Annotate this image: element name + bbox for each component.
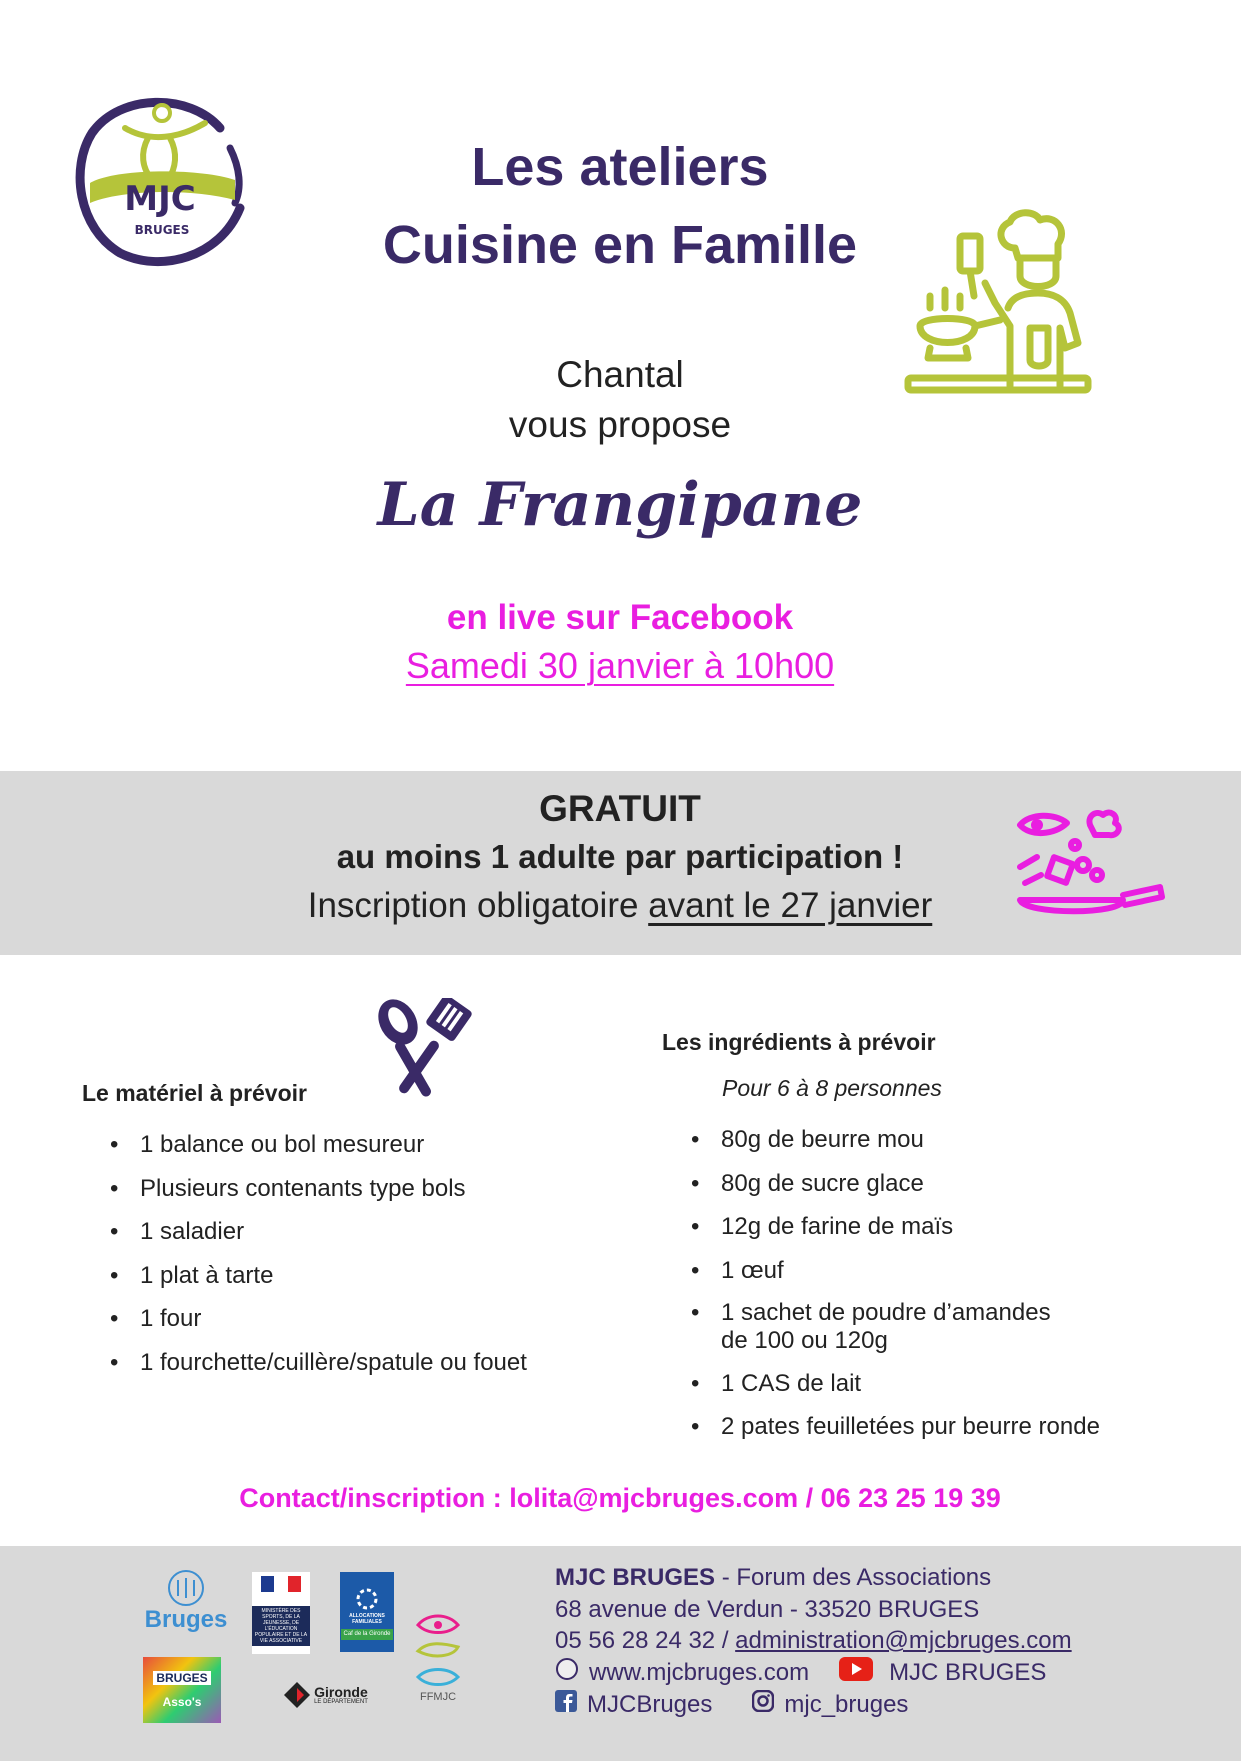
facebook-link[interactable]: MJCBruges bbox=[587, 1691, 713, 1718]
youtube-link[interactable]: MJC BRUGES bbox=[889, 1659, 1047, 1686]
list-item: • 2 pates feuilletées pur beurre ronde bbox=[663, 1412, 1223, 1442]
mjc-logo-subtext: BRUGES bbox=[134, 223, 190, 237]
caf-bottom-text: Caf de la Gironde bbox=[341, 1629, 392, 1640]
org-email-link[interactable]: administration@mjcbruges.com bbox=[735, 1627, 1072, 1654]
caf-emblem-icon bbox=[353, 1585, 381, 1613]
ministere-text: MINISTÈRE DES SPORTS, DE LA JEUNESSE, DE L'ÉDUCATION POPULAIRE ET DE LA VIE ASSOCIATIVE bbox=[252, 1606, 310, 1646]
ministere-logo bbox=[252, 1572, 310, 1654]
list-item-line2: de 100 ou 120g bbox=[721, 1327, 888, 1354]
bruges-emblem-icon bbox=[166, 1568, 206, 1608]
materiel-list bbox=[82, 1130, 642, 1391]
gironde-label: Gironde bbox=[314, 1684, 368, 1700]
gratuit-label: GRATUIT bbox=[539, 788, 701, 829]
bruges-city-label: Bruges bbox=[144, 1606, 228, 1633]
list-item: • 80g de sucre glace bbox=[663, 1169, 1223, 1199]
title-line1: Les ateliers bbox=[471, 137, 769, 197]
ffmjc-emblem-icon bbox=[413, 1611, 463, 1691]
utensils-icon bbox=[372, 998, 472, 1100]
list-item: • Plusieurs contenants type bols bbox=[82, 1174, 642, 1204]
gironde-sublabel: LE DÉPARTEMENT bbox=[314, 1699, 368, 1705]
list-item: • 12g de farine de maïs bbox=[663, 1212, 1223, 1242]
list-item: • 1 saladier bbox=[82, 1217, 642, 1247]
list-item: • 1 CAS de lait bbox=[663, 1369, 1223, 1399]
inscription-info bbox=[230, 886, 1010, 926]
gironde-logo bbox=[275, 1675, 375, 1715]
org-suffix: - Forum des Associations bbox=[715, 1564, 992, 1591]
recipe-title: La Frangipane bbox=[377, 470, 863, 540]
instagram-icon bbox=[752, 1689, 774, 1721]
ingredients-list bbox=[663, 1125, 1223, 1456]
asso-sublabel: Asso's bbox=[162, 1695, 202, 1709]
event-date bbox=[300, 645, 940, 687]
website-link[interactable]: www.mjcbruges.com bbox=[589, 1659, 810, 1686]
list-item: • 1 œuf bbox=[663, 1256, 1223, 1286]
inscription-deadline: avant le 27 janvier bbox=[648, 886, 933, 925]
ingredients-subtitle: Pour 6 à 8 personnes bbox=[722, 1075, 942, 1101]
facebook-icon bbox=[555, 1689, 577, 1721]
ffmjc-logo bbox=[410, 1602, 466, 1712]
presenter-block bbox=[400, 350, 840, 450]
list-item: • 1 plat à tarte bbox=[82, 1261, 642, 1291]
ffmjc-label: FFMJC bbox=[419, 1691, 457, 1703]
event-date-text: Samedi 30 janvier à 10h00 bbox=[405, 645, 835, 686]
caf-logo bbox=[340, 1572, 394, 1652]
ingredients-title: Les ingrédients à prévoir bbox=[662, 1029, 936, 1055]
asso-logo bbox=[143, 1657, 221, 1723]
instagram-link[interactable]: mjc_bruges bbox=[784, 1691, 909, 1718]
title-line2: Cuisine en Famille bbox=[382, 215, 858, 275]
org-address-block bbox=[555, 1562, 1072, 1721]
adult-requirement: au moins 1 adulte par participation ! bbox=[336, 838, 904, 875]
live-text: en live sur Facebook bbox=[446, 598, 794, 637]
propose-text: vous propose bbox=[508, 404, 732, 445]
mjc-small-logo-icon bbox=[555, 1657, 579, 1690]
gironde-emblem-icon bbox=[282, 1680, 312, 1710]
inscription-prefix: Inscription obligatoire bbox=[307, 886, 649, 925]
list-item: • 1 fourchette/cuillère/spatule ou fouet bbox=[82, 1348, 642, 1378]
contact-line[interactable]: Contact/inscription : lolita@mjcbruges.com / 06 23 25 19 39 bbox=[239, 1483, 1001, 1513]
org-address: 68 avenue de Verdun - 33520 BRUGES bbox=[555, 1595, 980, 1623]
mjc-logo bbox=[70, 88, 255, 268]
chef-cooking-icon bbox=[900, 208, 1095, 398]
asso-label: BRUGES bbox=[153, 1671, 210, 1685]
list-item: • 80g de beurre mou bbox=[663, 1125, 1223, 1155]
list-item-line1: 1 sachet de poudre d’amandes bbox=[721, 1299, 1051, 1326]
mjc-logo-text: MJC bbox=[124, 179, 196, 219]
french-flag-icon bbox=[261, 1576, 301, 1592]
list-item bbox=[663, 1299, 1223, 1355]
page-title bbox=[300, 128, 940, 284]
youtube-icon bbox=[839, 1657, 873, 1690]
presenter-name: Chantal bbox=[556, 354, 684, 395]
list-item: • 1 four bbox=[82, 1304, 642, 1334]
list-item: • 1 balance ou bol mesureur bbox=[82, 1130, 642, 1160]
org-phone: 05 56 28 24 32 / bbox=[555, 1627, 736, 1654]
org-name: MJC BRUGES bbox=[555, 1564, 716, 1591]
frying-pan-icon bbox=[1015, 805, 1165, 925]
materiel-title: Le matériel à prévoir bbox=[82, 1080, 307, 1106]
caf-top-text: ALLOCATIONS FAMILIALES bbox=[349, 1612, 385, 1625]
bruges-city-logo bbox=[138, 1564, 234, 1636]
